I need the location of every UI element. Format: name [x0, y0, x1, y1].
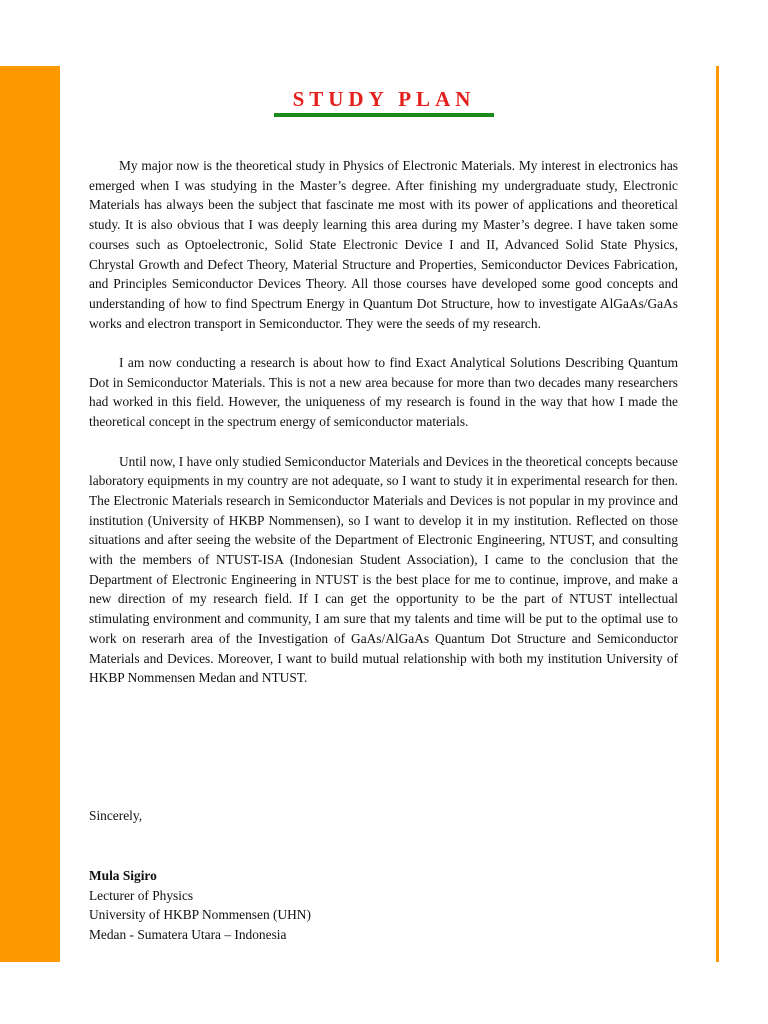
signature-institution: University of HKBP Nommensen (UHN) — [89, 907, 311, 923]
signature-name: Mula Sigiro — [89, 868, 157, 883]
body-paragraph-3: Until now, I have only studied Semiconductor Materials and Devices in the theoretical concepts because laboratory equipments in my country are not adequate, so I want to study it in experimental research for then. The Electronic Materials research in Semiconductor Materials and Devices is not popular in my province and institution (University of HKBP Nommensen), so I want to develop it in my institution. Reflected on those situations and after seeing the website of the Department of Electronic Engineering, NTUST, and consulting with the members of NTUST-ISA (Indonesian Student Association), I came to the conclusion that the Department of Electronic Engineering in NTUST is the best place for me to continue, improve, and make a new direction of my research field. If I can get the opportunity to be the part of NTUST intellectual stimulating environment and community, I am sure that my talents and time will be put to the optimal use to work on reserarh area of the Investigation of GaAs/AlGaAs Quantum Dot Structure and Semiconductor Materials and Devices. Moreover, I want to build mutual relationship with both my institution University of HKBP Nommensen Medan and NTUST. — [89, 453, 678, 686]
left-accent-bar — [0, 66, 60, 962]
signature-location: Medan - Sumatera Utara – Indonesia — [89, 927, 287, 943]
document-title: STUDY PLAN — [292, 87, 476, 111]
document-body — [89, 156, 678, 708]
body-paragraph-2: I am now conducting a research is about how to find Exact Analytical Solutions Describing Quantum Dot in Semiconductor Materials. This is not a new area because for more than two decades many researchers had worked in this field. However, the uniqueness of my research is found in the way that how I made the theoretical concept in the spectrum energy of semiconductor materials. — [89, 355, 678, 430]
closing-salutation: Sincerely, — [89, 808, 143, 823]
signature-block — [89, 866, 589, 945]
signature-position: Lecturer of Physics — [89, 887, 194, 903]
body-paragraph-1: My major now is the theoretical study in Physics of Electronic Materials. My interest in electronics has emerged when I was studying in the Master’s degree. After finishing my undergraduate study, Electronic Materials has always been the subject that fascinate me most with its power of applications and theoretical study. It is also obvious that I was deeply learning this area during my Master’s degree. I have taken some courses such as Optoelectronic, Solid State Electronic Device I and II, Advanced Solid State Physics, Chrystal Growth and Defect Theory, Material Structure and Properties, Semiconductor Devices Fabrication, and Principles Semiconductor Devices Theory. All those courses have developed some good concepts and understanding of how to find Spectrum Energy in Quantum Dot Structure, how to investigate AlGaAs/GaAs works and electron transport in Semiconductor. They were the seeds of my research. — [89, 158, 678, 331]
title-container — [0, 86, 768, 112]
right-accent-rule — [716, 66, 719, 962]
title-underline — [274, 113, 494, 117]
